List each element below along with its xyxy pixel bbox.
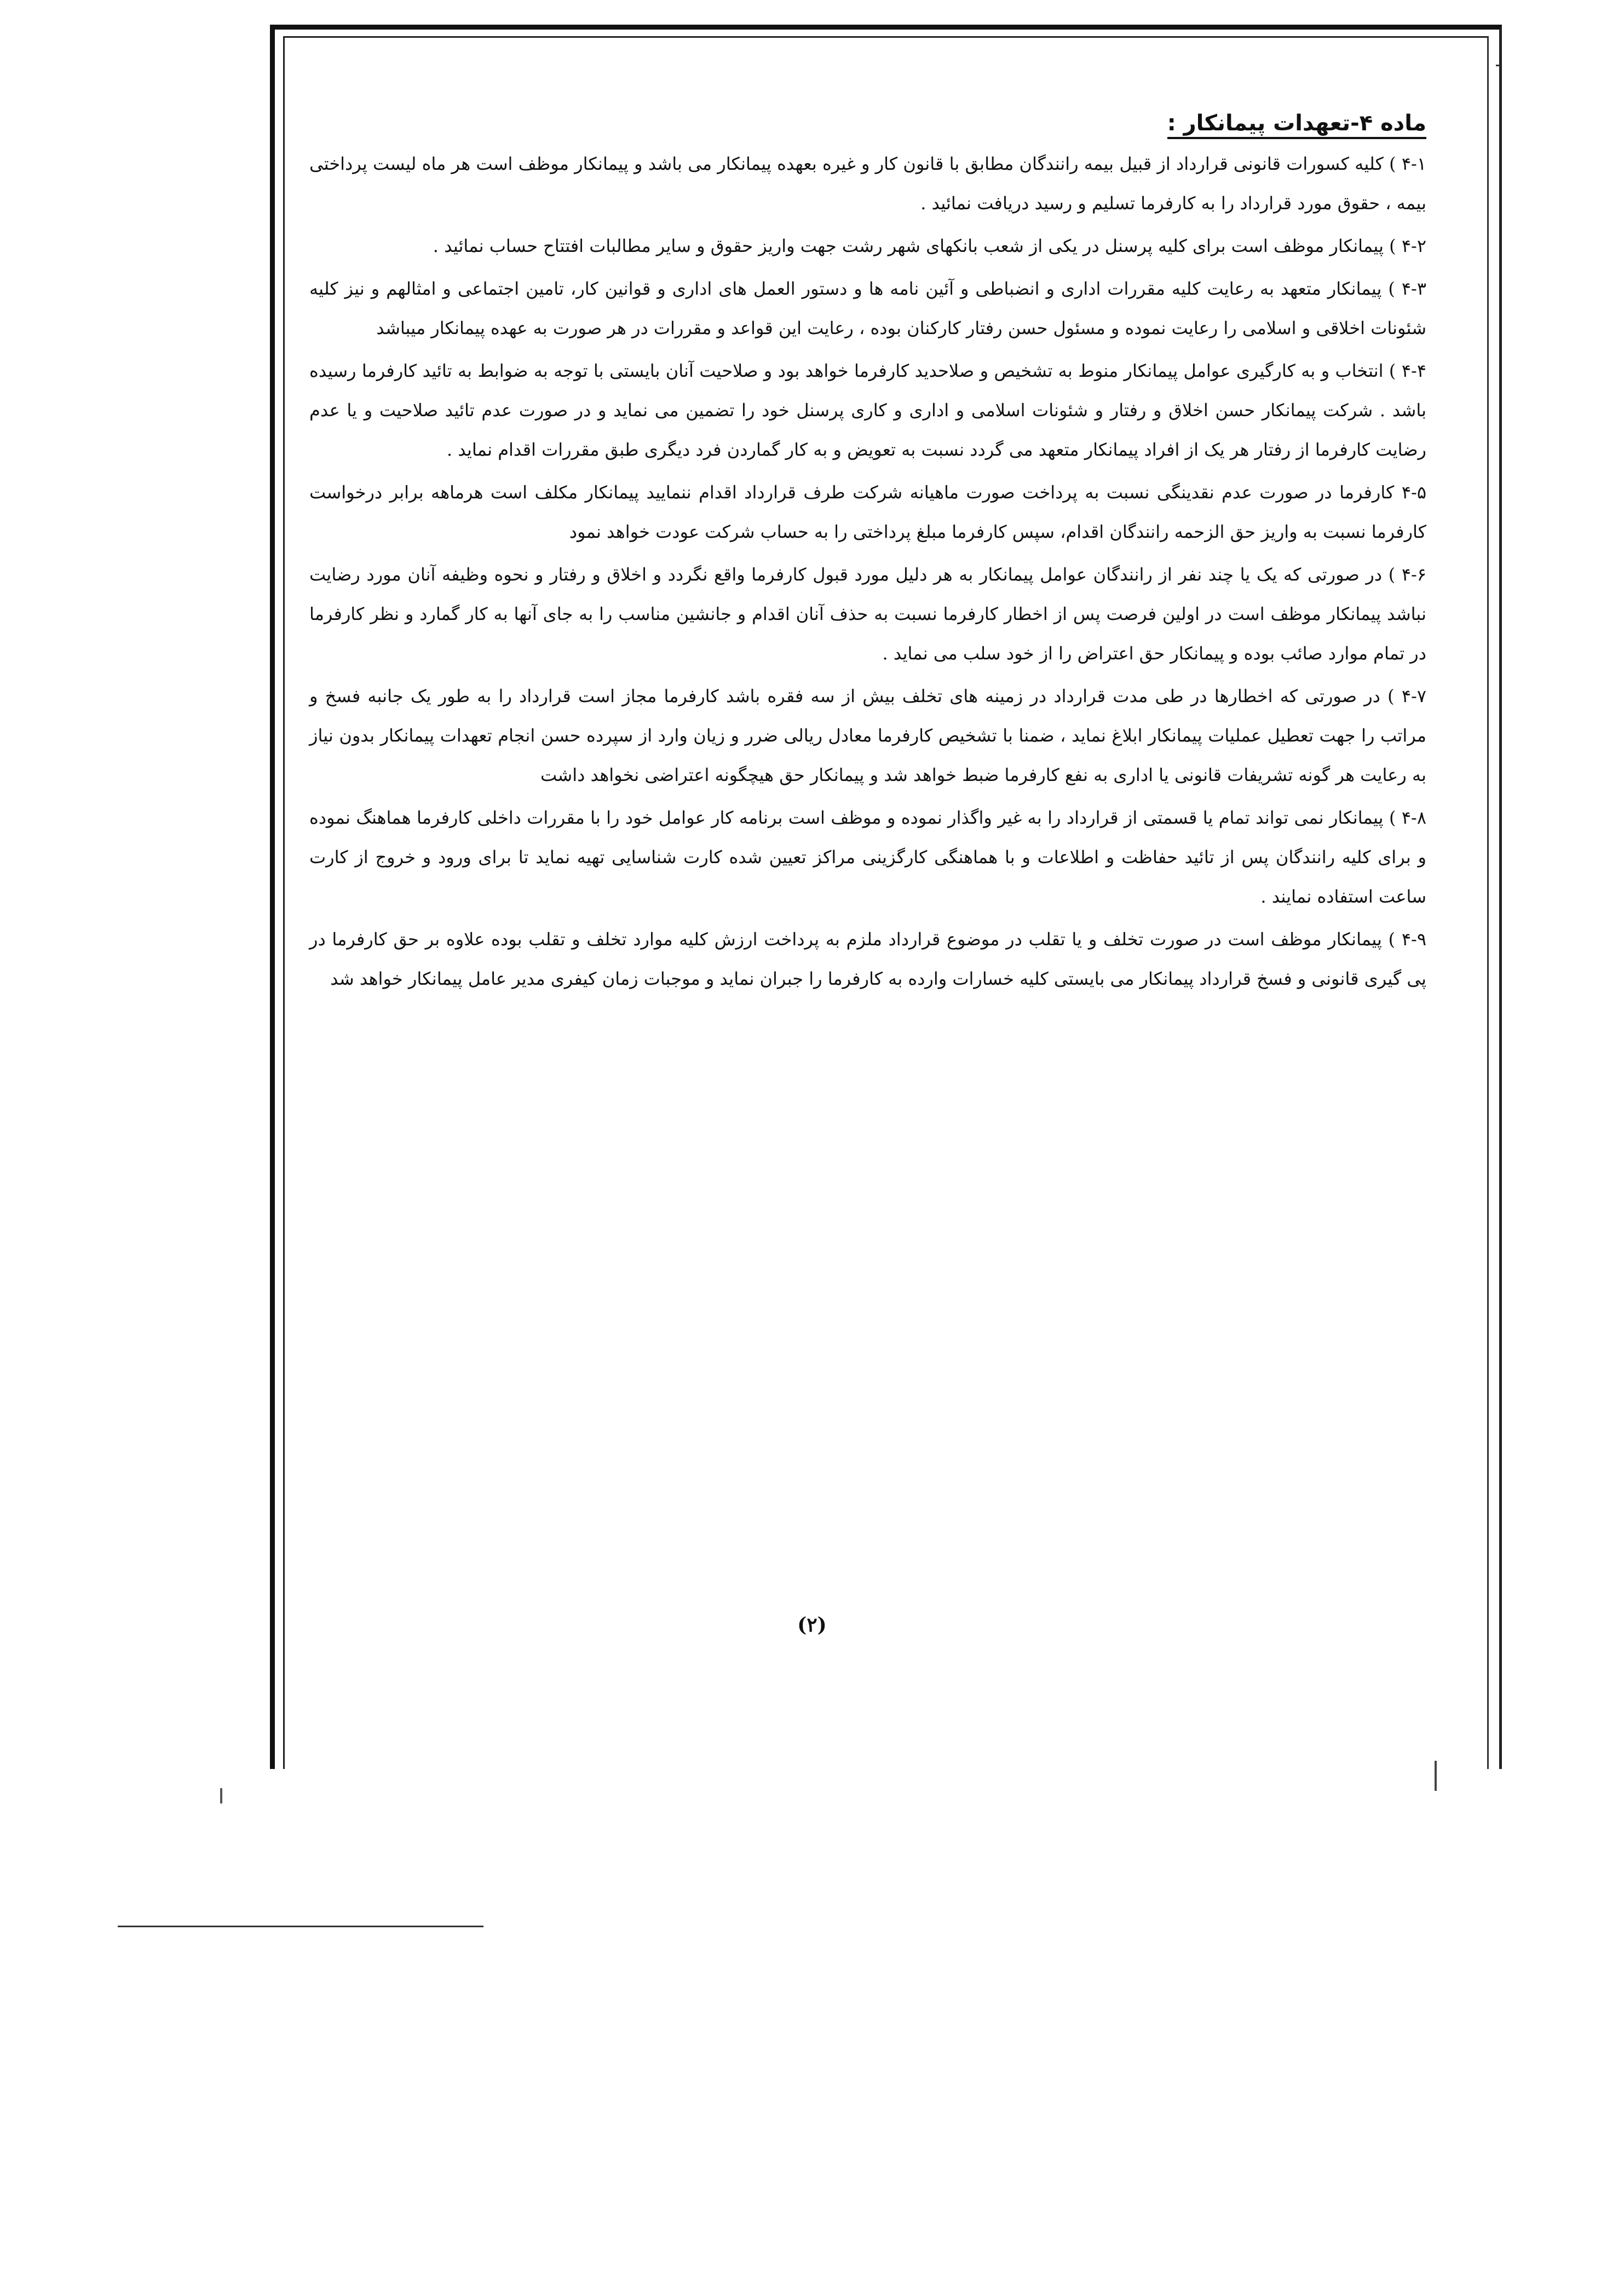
- clause-4-6: ۴-۶ ) در صورتی که یک یا چند نفر از رانندگان عوامل پیمانکار به هر دلیل مورد قبول کارفرما واقع نگردد و اخلاق و رفتار و نحوه وظیفه آنان مورد رضایت نباشد پیمانکار موظف است در اولین فرصت پس از اخطار کارفرما نسبت به حذف آنان اقدام و جانشین مناسب را به جای آنها به کار گمارد و نظر کارفرما در تمام موارد صائب بوده و پیمانکار حق اعتراض را از خود سلب می نماید .: [309, 564, 1426, 664]
- article-heading: [309, 107, 1426, 140]
- page-number: (۲): [797, 1613, 827, 1636]
- clause-4-7: ۴-۷ ) در صورتی که اخطارها در طی مدت قرارداد در زمینه های تخلف بیش از سه فقره باشد کارفرما مجاز است قرارداد را به طور یک جانبه فسخ و مراتب را جهت تعطیل عملیات پیمانکار ابلاغ نماید ، ضمنا با تشخیص کارفرما معادل ریالی ضرر و زیان وارد از سپرده حسن انجام تعهدات پیمانکار بدون نیاز به رعایت هر گونه تشریفات قانونی یا اداری به نفع کارفرما ضبط خواهد شد و پیمانکار حق هیچگونه اعتراضی نخواهد داشت: [309, 686, 1427, 785]
- clause-4-3: ۴-۳ ) پیمانکار متعهد به رعایت کلیه مقررات اداری و انضباطی و آئین نامه ها و دستور العمل های اداری و قوانین کار، تامین اجتماعی و امثالهم و نیز کلیه شئونات اخلاقی و اسلامی را رعایت نموده و مسئول حسن رفتار کارکنان بوده ، رعایت این قواعد و مقررات در هر صورت به عهده پیمانکار میباشد: [309, 278, 1426, 338]
- article-heading-text: ماده ۴-تعهدات پیمانکار :: [1167, 111, 1426, 139]
- border-corner-mark: [1496, 65, 1500, 66]
- scan-mark-left: [220, 1788, 222, 1803]
- document-body: [309, 107, 1426, 1002]
- clause-4-8: ۴-۸ ) پیمانکار نمی تواند تمام یا قسمتی از قرارداد را به غیر واگذار نموده و موظف است برنامه کار عوامل خود را با مقررات داخلی کارفرما هماهنگ نموده و برای کلیه رانندگان پس از تائید حفاظت و اطلاعات و با هماهنگی کارگزینی مراکز تعیین شده کارت شناسایی تهیه نماید تا برای ورود و خروج از کارت ساعت استفاده نمایند .: [309, 807, 1427, 907]
- scan-mark-right: [1435, 1761, 1437, 1791]
- footnote-rule: [118, 1926, 483, 1927]
- clause-4-2: ۴-۲ ) پیمانکار موظف است برای کلیه پرسنل در یکی از شعب بانکهای شهر رشت جهت واریز حقوق و سایر مطالبات افتتاح حساب نمائید .: [433, 235, 1426, 256]
- clause-4-4: ۴-۴ ) انتخاب و به کارگیری عوامل پیمانکار منوط به تشخیص و صلاحدید کارفرما خواهد بود و صلاحیت آنان بایستی با توجه به ضوابط به تائید کارفرما رسیده باشد . شرکت پیمانکار حسن اخلاق و رفتار و شئونات اسلامی و اداری و کاری پرسنل خود را تضمین می نماید و در صورت عدم تائید صلاحیت و یا عدم رضایت کارفرما از رفتار هر یک از افراد پیمانکار متعهد می گردد نسبت به تعویض و به کار گماردن فرد دیگری طبق مقررات اقدام نماید .: [309, 360, 1427, 460]
- clause-4-9: ۴-۹ ) پیمانکار موظف است در صورت تخلف و یا تقلب در موضوع قرارداد ملزم به پرداخت ارزش کلیه موارد تخلف و تقلب بوده علاوه بر حق کارفرما در پی گیری قانونی و فسخ قرارداد پیمانکار می بایستی کلیه خسارات وارده به کارفرما را جبران نماید و موجبات زمان کیفری مدیر عامل پیمانکار خواهد شد: [309, 929, 1426, 989]
- clause-4-1: ۴-۱ ) کلیه کسورات قانونی قرارداد از قبیل بیمه رانندگان مطابق با قانون کار و غیره بعهده پیمانکار می باشد و پیمانکار موظف است هر ماه لیست پرداختی بیمه ، حقوق مورد قرارداد را به کارفرما تسلیم و رسید دریافت نمائید .: [309, 153, 1427, 214]
- clause-4-5: ۴-۵ کارفرما در صورت عدم نقدینگی نسبت به پرداخت صورت ماهیانه شرکت طرف قرارداد اقدام ننمایید پیمانکار مکلف است هرماهه برابر درخواست کارفرما نسبت به واریز حق الزحمه رانندگان اقدام، سپس کارفرما مبلغ پرداختی را به حساب شرکت عودت خواهد نمود: [309, 482, 1426, 542]
